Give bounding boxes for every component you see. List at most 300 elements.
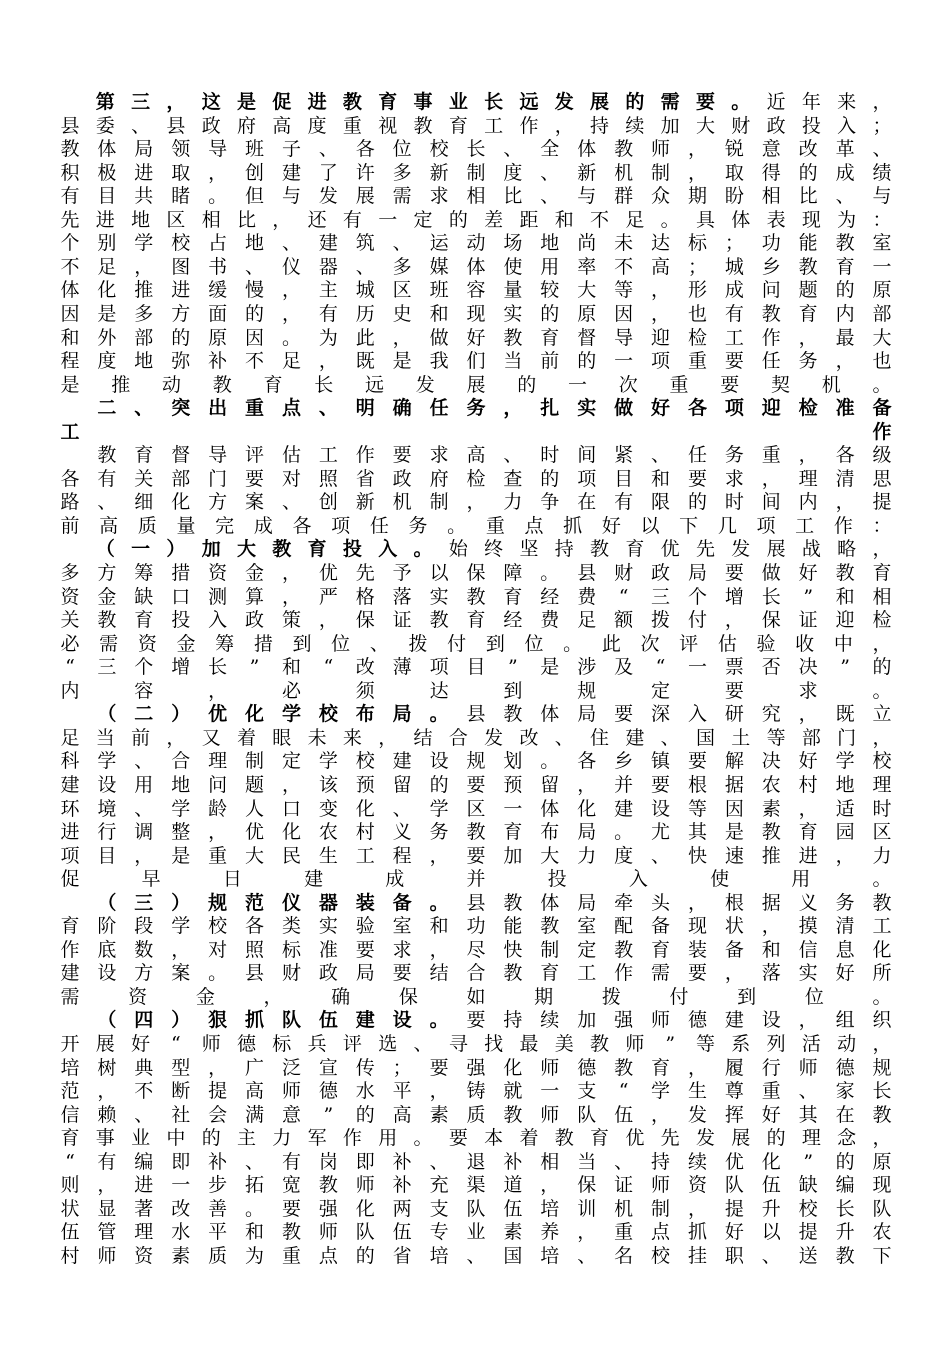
text-char: 设: [392, 1009, 412, 1032]
text-char: 校: [318, 703, 338, 726]
text-char: 、: [798, 1080, 818, 1103]
text-char: 各: [835, 444, 855, 467]
text-char: 政: [651, 562, 671, 584]
text-char: 抓: [245, 1009, 265, 1032]
text-char: 局: [577, 821, 597, 844]
text-char: 教: [281, 1221, 301, 1244]
text-char: 乡: [614, 750, 634, 773]
text-char: 育: [540, 326, 560, 349]
text-char: 国: [503, 1244, 523, 1267]
text-char: 地: [835, 773, 855, 796]
text-char: 做: [429, 326, 449, 349]
text-char: 教: [503, 326, 523, 349]
text-char: 体: [540, 797, 560, 820]
text-char: 树: [97, 1056, 117, 1079]
text-char: 实: [503, 302, 523, 325]
text-char: 开: [60, 1033, 80, 1055]
text-char: ，: [577, 773, 597, 796]
text-char: 我: [429, 350, 449, 373]
text-char: ，: [318, 350, 338, 373]
text-char: 一: [687, 656, 707, 679]
text-char: 各: [577, 750, 597, 773]
text-char: 使: [710, 868, 730, 891]
text-char: 第: [95, 91, 115, 113]
text-char: 到: [503, 679, 523, 702]
text-char: 要: [687, 467, 707, 490]
text-char: 问: [761, 279, 781, 302]
text-char: 是: [392, 350, 412, 373]
text-char: 有: [97, 467, 117, 490]
text-char: 间: [761, 491, 781, 514]
text-char: 校: [429, 138, 449, 161]
text-char: 主: [237, 1127, 257, 1150]
text-char: 意: [761, 138, 781, 161]
text-char: 次: [618, 373, 638, 396]
text-char: 即: [171, 1150, 191, 1173]
text-char: 调: [134, 821, 154, 844]
text-line: [0, 185, 950, 208]
text-char: ，: [651, 279, 671, 302]
text-char: 足: [281, 350, 301, 373]
text-char: 、: [134, 1103, 154, 1126]
text-char: 落: [761, 962, 781, 985]
text-char: 容: [134, 679, 154, 702]
text-char: 各: [687, 397, 707, 420]
text-char: 显: [97, 1197, 117, 1220]
text-char: 育: [872, 562, 892, 584]
text-char: 务: [835, 891, 855, 914]
text-line: [0, 138, 950, 161]
text-char: 作: [355, 444, 375, 467]
text-char: 视: [378, 114, 398, 137]
text-char: 以: [640, 514, 660, 537]
text-char: 到: [292, 632, 312, 655]
text-char: 任: [369, 514, 389, 537]
text-char: 教: [503, 891, 523, 914]
text-char: 创: [245, 161, 265, 184]
text-char: 岗: [318, 1150, 338, 1173]
text-char: 一: [131, 538, 151, 561]
text-char: 共: [134, 185, 154, 208]
text-char: 深: [651, 703, 671, 726]
text-char: 资: [208, 562, 228, 584]
text-char: 个: [687, 585, 707, 608]
text-char: 仪: [281, 255, 301, 278]
text-char: 资: [134, 1244, 154, 1267]
text-char: 解: [724, 750, 744, 773]
text-char: 地: [245, 232, 265, 255]
text-char: 加: [503, 844, 523, 867]
text-char: 事: [95, 1127, 115, 1150]
text-char: 、: [761, 1244, 781, 1267]
text-char: 育: [448, 114, 468, 137]
text-char: 村: [798, 773, 818, 796]
text-char: 牵: [614, 891, 634, 914]
text-char: 水: [355, 1080, 375, 1103]
text-char: 化: [97, 279, 117, 302]
text-char: ，: [134, 255, 154, 278]
text-char: 案: [171, 962, 191, 985]
text-char: 即: [355, 1150, 375, 1173]
text-char: 做: [761, 562, 781, 584]
text-char: 图: [171, 255, 191, 278]
text-char: 高: [245, 1080, 265, 1103]
text-char: 县: [466, 703, 486, 726]
text-char: 生: [318, 844, 338, 867]
text-char: 优: [245, 821, 265, 844]
text-char: 功: [466, 915, 486, 938]
text-char: 全: [540, 138, 560, 161]
text-char: 补: [503, 1150, 523, 1173]
text-char: ，: [687, 1197, 707, 1220]
text-char: ”: [249, 656, 260, 679]
text-char: 定: [651, 679, 671, 702]
text-char: 能: [798, 232, 818, 255]
text-char: ，: [798, 703, 818, 726]
text-char: 收: [795, 632, 815, 655]
text-char: 体: [731, 208, 751, 231]
text-char: 究: [761, 703, 781, 726]
text-char: 师: [625, 1033, 645, 1055]
text-char: 设: [761, 1009, 781, 1032]
text-char: 教: [835, 1244, 855, 1267]
text-char: 等: [614, 279, 634, 302]
text-char: 现: [872, 1174, 892, 1197]
text-char: 相: [761, 185, 781, 208]
text-char: 工: [355, 844, 375, 867]
text-char: 口: [171, 585, 191, 608]
text-char: “: [323, 656, 334, 679]
text-char: 方: [134, 962, 154, 985]
text-char: 研: [724, 703, 744, 726]
text-char: 形: [687, 279, 707, 302]
text-char: 这: [201, 91, 221, 113]
text-char: 多: [134, 302, 154, 325]
text-char: 各: [60, 467, 80, 490]
text-char: 师: [651, 1174, 671, 1197]
text-char: 工: [872, 915, 892, 938]
text-char: 教: [835, 232, 855, 255]
text-char: 证: [614, 1174, 634, 1197]
text-char: 班: [245, 138, 265, 161]
text-char: 定: [281, 750, 301, 773]
text-char: 量: [503, 279, 523, 302]
text-line: [0, 586, 950, 609]
text-char: ，: [872, 1127, 892, 1150]
text-char: 部: [171, 467, 191, 490]
text-char: 重: [245, 397, 265, 420]
text-char: 化: [171, 491, 191, 514]
text-char: 进: [307, 91, 327, 113]
text-char: 来: [342, 726, 362, 749]
text-char: 距: [519, 208, 539, 231]
text-char: 主: [318, 279, 338, 302]
text-line: [0, 562, 950, 585]
text-char: 评: [342, 1033, 362, 1055]
text-char: 要: [724, 350, 744, 373]
text-char: 编: [835, 1174, 855, 1197]
text-char: 改: [798, 138, 818, 161]
text-char: 教: [503, 703, 523, 726]
text-char: 补: [208, 350, 228, 373]
text-char: 三: [651, 585, 671, 608]
text-char: 门: [837, 726, 857, 749]
text-char: 经: [540, 585, 560, 608]
text-char: 局: [577, 891, 597, 914]
text-char: 室: [577, 915, 597, 938]
text-char: 教: [466, 585, 486, 608]
text-char: ；: [687, 255, 707, 278]
text-line: [0, 986, 950, 1009]
text-char: 兵: [307, 1033, 327, 1055]
text-char: 点: [524, 514, 544, 537]
text-char: 部: [801, 726, 821, 749]
text-char: 项: [756, 514, 776, 537]
text-char: 中: [166, 1127, 186, 1150]
text-char: 资: [137, 632, 157, 655]
text-char: 合: [448, 726, 468, 749]
text-char: 县: [577, 562, 597, 584]
text-char: 措: [253, 632, 273, 655]
text-line: [0, 609, 950, 632]
text-char: 组: [835, 1009, 855, 1032]
text-char: 县: [466, 891, 486, 914]
text-char: 专: [429, 1221, 449, 1244]
text-char: 适: [835, 797, 855, 820]
text-char: 点: [318, 1244, 338, 1267]
text-char: 培: [60, 1056, 80, 1079]
text-char: 质: [137, 514, 157, 537]
text-char: 摸: [798, 915, 818, 938]
text-char: 在: [577, 491, 597, 514]
text-char: 拨: [651, 609, 671, 632]
text-char: 扎: [540, 397, 560, 420]
text-char: 工: [318, 444, 338, 467]
text-char: 美: [554, 1033, 574, 1055]
text-char: 较: [540, 279, 560, 302]
text-char: 有: [724, 302, 744, 325]
text-char: 范: [60, 1080, 80, 1103]
text-char: ，: [687, 1056, 707, 1079]
text-char: 导: [208, 138, 228, 161]
text-char: ，: [429, 1080, 449, 1103]
text-char: ，: [171, 938, 191, 961]
text-char: 教: [342, 91, 362, 113]
text-char: 入: [208, 609, 228, 632]
text-char: 寻: [448, 1033, 468, 1055]
text-char: 重: [761, 1080, 781, 1103]
text-char: 头: [651, 891, 671, 914]
text-char: 理: [801, 1127, 821, 1150]
text-char: 校: [355, 750, 375, 773]
text-char: 费: [540, 609, 560, 632]
text-char: 教: [272, 538, 292, 561]
text-char: 范: [245, 891, 265, 914]
text-char: 和: [835, 585, 855, 608]
text-char: 也: [687, 302, 707, 325]
text-char: ，: [97, 1174, 117, 1197]
text-char: 经: [503, 609, 523, 632]
text-char: 睹: [171, 185, 191, 208]
text-char: 容: [466, 279, 486, 302]
text-char: 选: [378, 1033, 398, 1055]
text-char: 年: [801, 91, 821, 113]
text-char: ，: [166, 91, 186, 113]
text-char: 学: [281, 703, 301, 726]
text-char: 著: [134, 1197, 154, 1220]
text-char: 任: [761, 350, 781, 373]
text-char: ）: [171, 1009, 191, 1032]
text-char: 局: [392, 703, 412, 726]
text-char: 园: [835, 821, 855, 844]
text-char: 教: [590, 1033, 610, 1055]
text-char: 保: [466, 562, 486, 584]
text-char: 项: [60, 844, 80, 867]
text-char: 能: [503, 915, 523, 938]
text-line: [0, 915, 950, 938]
text-char: 则: [60, 1174, 80, 1197]
text-char: 需: [392, 185, 412, 208]
text-char: 争: [540, 491, 560, 514]
text-char: 发: [554, 91, 574, 113]
text-char: 结: [429, 962, 449, 985]
text-char: ，: [872, 91, 892, 113]
text-char: 伍: [503, 1197, 523, 1220]
text-char: 。: [245, 1197, 265, 1220]
text-char: 略: [837, 538, 857, 561]
text-char: 保: [355, 609, 375, 632]
text-char: 布: [355, 703, 375, 726]
text-char: 内: [835, 302, 855, 325]
text-char: 队: [466, 1197, 486, 1220]
text-char: 予: [392, 562, 412, 584]
text-char: ：: [872, 514, 892, 537]
text-char: ，: [577, 1221, 597, 1244]
text-char: 投: [171, 609, 191, 632]
text-char: 要: [466, 1009, 486, 1032]
text-char: 来: [837, 91, 857, 113]
text-char: 合: [171, 750, 191, 773]
text-char: 务: [429, 821, 449, 844]
text-char: 确: [392, 397, 412, 420]
text-char: 局: [355, 962, 375, 985]
text-char: 原: [208, 326, 228, 349]
text-char: 德: [577, 1056, 597, 1079]
text-char: 质: [466, 1103, 486, 1126]
text-char: “: [65, 656, 75, 679]
text-char: 抓: [563, 514, 583, 537]
text-char: 到: [485, 632, 505, 655]
text-char: 一: [567, 373, 587, 396]
text-char: 重: [485, 514, 505, 537]
text-char: 外: [97, 326, 117, 349]
text-char: 。: [413, 1127, 433, 1150]
text-char: 校: [872, 750, 892, 773]
text-char: 展: [95, 1033, 115, 1055]
text-char: 的: [798, 161, 818, 184]
text-char: 素: [171, 1244, 191, 1267]
text-char: 、: [134, 797, 154, 820]
text-char: 力: [577, 844, 597, 867]
text-char: ，: [134, 844, 154, 867]
text-char: 工: [724, 326, 744, 349]
text-char: 息: [835, 938, 855, 961]
text-char: 期: [687, 185, 707, 208]
text-char: 案: [245, 491, 265, 514]
text-char: 好: [131, 1033, 151, 1055]
text-char: 场: [503, 232, 523, 255]
text-char: 生: [687, 1080, 707, 1103]
text-char: 念: [837, 1127, 857, 1150]
text-char: 状: [60, 1197, 80, 1220]
text-char: 达: [651, 232, 671, 255]
text-char: 挂: [687, 1244, 707, 1267]
text-char: 重: [687, 350, 707, 373]
text-char: 位: [331, 632, 351, 655]
text-char: 教: [614, 938, 634, 961]
text-char: ，: [318, 609, 338, 632]
text-char: 足: [625, 208, 645, 231]
text-char: 严: [318, 585, 338, 608]
text-char: 理: [208, 750, 228, 773]
text-line: [0, 538, 950, 561]
text-char: ，: [798, 444, 818, 467]
text-char: 快: [503, 938, 523, 961]
text-char: 历: [355, 302, 375, 325]
text-char: 满: [245, 1103, 265, 1126]
text-char: 额: [614, 609, 634, 632]
text-char: 校: [208, 915, 228, 938]
text-char: 时: [724, 491, 744, 514]
text-char: 教: [466, 821, 486, 844]
text-char: 充: [429, 1174, 449, 1197]
text-line: [0, 939, 950, 962]
text-char: 当: [577, 1150, 597, 1173]
text-line: [0, 774, 950, 797]
text-char: 高: [392, 1103, 412, 1126]
text-char: 作: [342, 1127, 362, 1150]
text-char: 善: [208, 1197, 228, 1220]
text-char: 大: [245, 844, 265, 867]
text-line: [0, 350, 950, 373]
text-line: [0, 680, 950, 703]
text-char: 教: [212, 373, 232, 396]
text-line: [0, 892, 950, 915]
text-char: 补: [392, 1150, 412, 1173]
text-char: 先: [60, 208, 80, 231]
text-char: 一: [614, 350, 634, 373]
text-char: ”: [323, 1103, 334, 1126]
text-char: 展: [590, 91, 610, 113]
text-char: 的: [577, 350, 597, 373]
text-char: 是: [171, 844, 191, 867]
text-char: 占: [208, 232, 228, 255]
text-char: 教: [872, 891, 892, 914]
text-char: 不: [590, 208, 610, 231]
text-char: 好: [466, 326, 486, 349]
text-char: 检: [872, 609, 892, 632]
text-char: 师: [540, 1103, 560, 1126]
text-char: 展: [731, 1127, 751, 1150]
text-char: 持: [554, 538, 574, 561]
text-char: 化: [761, 1150, 781, 1173]
text-char: 。: [208, 962, 228, 985]
text-char: 落: [392, 585, 412, 608]
text-char: 足: [60, 726, 80, 749]
text-char: 培: [429, 1244, 449, 1267]
text-char: 、: [651, 444, 671, 467]
text-char: 。: [660, 208, 680, 231]
